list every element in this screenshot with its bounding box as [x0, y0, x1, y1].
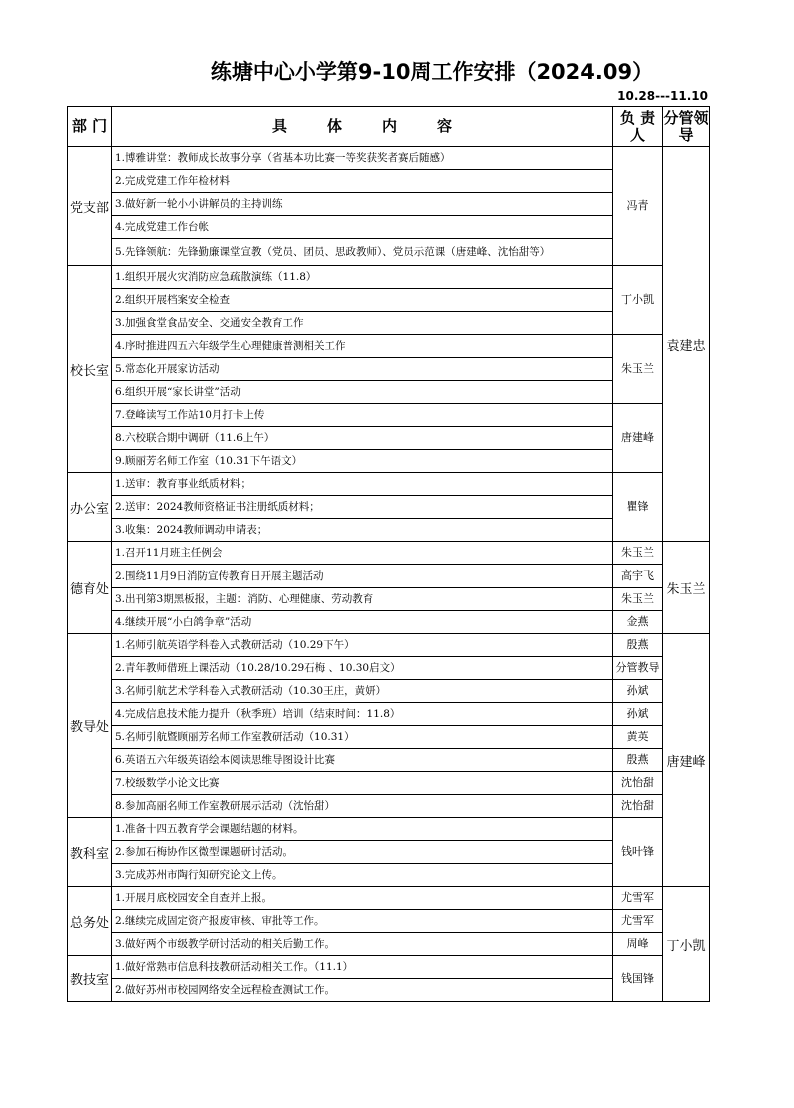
table-row [68, 795, 710, 818]
table-row [68, 611, 710, 634]
header-dept: 部 门 [68, 107, 112, 147]
task-item: 2.继续完成固定资产报废审核、审批等工作。 [112, 910, 613, 933]
task-item: 1.开展月底校园安全自查并上报。 [112, 887, 613, 910]
task-item: 5.名师引航暨顾丽芳名师工作室教研活动（10.31） [112, 726, 613, 749]
task-item: 4.继续开展“小白鸽争章”活动 [112, 611, 613, 634]
task-item: 3.出刊第3期黑板报，主题：消防、心理健康、劳动教育 [112, 588, 613, 611]
table-row [68, 657, 710, 680]
date-range: 10.28---11.10 [617, 89, 708, 103]
department-name: 办公室 [68, 473, 112, 542]
task-item: 3.做好两个市级教学研讨活动的相关后勤工作。 [112, 933, 613, 956]
responsible-person: 尤雪军 [613, 910, 663, 933]
table-row [68, 910, 710, 933]
table-row [68, 335, 710, 358]
table-row [68, 266, 710, 289]
table-row [68, 473, 710, 496]
task-item: 2.围绕11月9日消防宣传教育日开展主题活动 [112, 565, 613, 588]
task-item: 1.召开11月班主任例会 [112, 542, 613, 565]
task-item: 1.名师引航英语学科卷入式教研活动（10.29下午） [112, 634, 613, 657]
task-item: 1.做好常熟市信息科技教研活动相关工作。（11.1） [112, 956, 613, 979]
responsible-person: 金燕 [613, 611, 663, 634]
task-item: 3.名师引航艺术学科卷入式教研活动（10.30王庄，黄妍） [112, 680, 613, 703]
task-item: 2.完成党建工作年检材料 [112, 170, 613, 193]
task-item: 2.青年教师借班上课活动（10.28/10.29石梅 、10.30启文） [112, 657, 613, 680]
task-item: 9.顾丽芳名师工作室（10.31下午语文） [112, 450, 613, 473]
department-name: 总务处 [68, 887, 112, 956]
task-item: 3.完成苏州市陶行知研究论文上传。 [112, 864, 613, 887]
department-name: 党支部 [68, 147, 112, 266]
table-row [68, 772, 710, 795]
responsible-person: 尤雪军 [613, 887, 663, 910]
task-item: 4.完成信息技术能力提升（秋季班）培训（结束时间：11.8） [112, 703, 613, 726]
responsible-person: 朱玉兰 [613, 335, 663, 404]
table-body [68, 147, 710, 1002]
task-item: 6.组织开展“家长讲堂”活动 [112, 381, 613, 404]
responsible-person: 殷燕 [613, 634, 663, 657]
task-item: 5.常态化开展家访活动 [112, 358, 613, 381]
table-header-row [68, 107, 710, 147]
responsible-person: 钱叶锋 [613, 818, 663, 887]
task-item: 8.六校联合期中调研（11.6上午） [112, 427, 613, 450]
task-item: 1.送审：教育事业纸质材料； [112, 473, 613, 496]
task-item: 2.做好苏州市校园网络安全远程检查测试工作。 [112, 979, 613, 1002]
table-row [68, 147, 710, 170]
responsible-person: 黄英 [613, 726, 663, 749]
task-item: 3.加强食堂食品安全、交通安全教育工作 [112, 312, 613, 335]
department-name: 教科室 [68, 818, 112, 887]
supervising-leader: 丁小凯 [663, 887, 710, 1002]
responsible-person: 周峰 [613, 933, 663, 956]
table-row [68, 933, 710, 956]
responsible-person: 殷燕 [613, 749, 663, 772]
table-row [68, 542, 710, 565]
department-name: 教技室 [68, 956, 112, 1002]
responsible-person: 瞿锋 [613, 473, 663, 542]
task-item: 3.做好新一轮小小讲解员的主持训练 [112, 193, 613, 216]
task-item: 7.登峰读写工作站10月打卡上传 [112, 404, 613, 427]
task-item: 5.先锋领航：先锋勤廉课堂宣教（党员、团员、思政教师）、党员示范课（唐建峰、沈怡甜等） [112, 239, 613, 266]
responsible-person: 孙斌 [613, 703, 663, 726]
table-row [68, 818, 710, 841]
task-item: 1.组织开展火灾消防应急疏散演练（11.8） [112, 266, 613, 289]
task-item: 4.完成党建工作台帐 [112, 216, 613, 239]
table-row [68, 404, 710, 427]
page-title: 练塘中心小学第9-10周工作安排（2024.09） [210, 60, 654, 84]
responsible-person: 朱玉兰 [613, 542, 663, 565]
responsible-person: 朱玉兰 [613, 588, 663, 611]
responsible-person: 孙斌 [613, 680, 663, 703]
table-row [68, 887, 710, 910]
table-row [68, 565, 710, 588]
department-name: 教导处 [68, 634, 112, 818]
task-item: 2.送审：2024教师资格证书注册纸质材料； [112, 496, 613, 519]
task-item: 8.参加高丽名师工作室教研展示活动（沈怡甜） [112, 795, 613, 818]
responsible-person: 沈怡甜 [613, 772, 663, 795]
responsible-person: 唐建峰 [613, 404, 663, 473]
supervising-leader: 唐建峰 [663, 634, 710, 887]
task-item: 6.英语五六年级英语绘本阅读思维导图设计比赛 [112, 749, 613, 772]
table-row [68, 680, 710, 703]
responsible-person: 高宇飞 [613, 565, 663, 588]
responsible-person: 丁小凯 [613, 266, 663, 335]
task-item: 1.准备十四五教育学会课题结题的材料。 [112, 818, 613, 841]
schedule-table [67, 106, 710, 1002]
table-row [68, 726, 710, 749]
department-name: 德育处 [68, 542, 112, 634]
task-item: 7.校级数学小论文比赛 [112, 772, 613, 795]
table-row [68, 703, 710, 726]
task-item: 1.博雅讲堂：教师成长故事分享（省基本功比赛一等奖获奖者赛后随感） [112, 147, 613, 170]
task-item: 2.组织开展档案安全检查 [112, 289, 613, 312]
supervising-leader: 袁建忠 [663, 147, 710, 542]
table-row [68, 634, 710, 657]
task-item: 3.收集：2024教师调动申请表； [112, 519, 613, 542]
responsible-person: 分管教导 [613, 657, 663, 680]
table-row [68, 956, 710, 979]
supervising-leader: 朱玉兰 [663, 542, 710, 634]
header-leader: 分管领导 [663, 107, 710, 147]
header-content: 具体内容 [112, 107, 613, 147]
task-item: 4.序时推进四五六年级学生心理健康普测相关工作 [112, 335, 613, 358]
header-responsible: 负 责 人 [613, 107, 663, 147]
responsible-person: 冯青 [613, 147, 663, 266]
table-row [68, 588, 710, 611]
department-name: 校长室 [68, 266, 112, 473]
table-row [68, 749, 710, 772]
responsible-person: 沈怡甜 [613, 795, 663, 818]
responsible-person: 钱国锋 [613, 956, 663, 1002]
task-item: 2.参加石梅协作区微型课题研讨活动。 [112, 841, 613, 864]
